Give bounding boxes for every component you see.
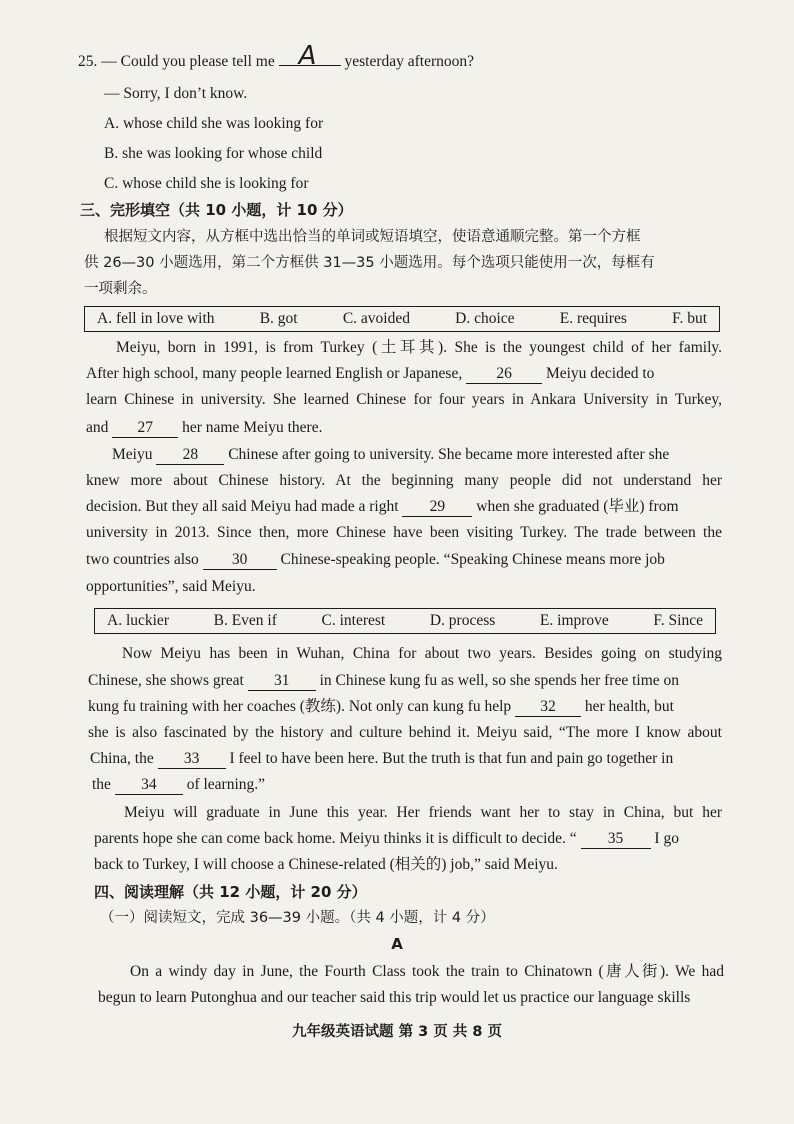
p1-line-4a: and	[86, 419, 109, 436]
p1-line-4	[86, 418, 322, 438]
passage-title: A	[391, 935, 403, 953]
blank-27: 27	[112, 419, 178, 438]
q25-reply: — Sorry, I don’t know.	[104, 85, 248, 102]
p2-line-1	[112, 445, 669, 465]
blank-33: 33	[158, 750, 226, 769]
p3-line-4: she is also fascinated by the history and culture behind it. Meiyu said, “The more I know about	[88, 724, 722, 741]
page-footer: 九年级英语试题 第 3 页 共 8 页	[292, 1024, 502, 1040]
p4-line-2b: I go	[654, 830, 679, 847]
p1-line-2a: After high school, many people learned English or Japanese,	[86, 365, 463, 382]
box2-option-a: A. luckier	[107, 612, 169, 629]
q25-answer-blank	[279, 41, 341, 71]
q25-stem	[78, 41, 475, 72]
p1-line-3: learn Chinese in university. She learned Chinese for four years in Ankara University in Turkey,	[86, 391, 722, 408]
blank-31: 31	[248, 672, 316, 691]
box2-option-d: D. process	[429, 612, 496, 629]
p3-line-1: Now Meiyu has been in Wuhan, China for about two years. Besides going on studying	[122, 645, 722, 662]
p1-line-2b: Meiyu decided to	[545, 365, 655, 382]
p3-line-5	[90, 749, 673, 769]
section3-heading: 三、完形填空（共 10 小题，计 10 分）	[80, 201, 353, 219]
q25-option-b: B. she was looking for whose child	[104, 145, 323, 162]
p3-line-6b: of learning.”	[186, 776, 266, 793]
blank-35: 35	[581, 830, 651, 849]
p4-line-3: back to Turkey, I will choose a Chinese-related (相关的) job,” said Meiyu.	[94, 856, 558, 873]
section3-instruction-3: 一项剩余。	[84, 281, 157, 297]
p3-line-3	[88, 697, 674, 717]
passage-line-2: begun to learn Putonghua and our teacher said this trip would let us practice our language skills	[98, 989, 691, 1006]
section3-instruction-2: 供 26—30 小题选用，第二个方框供 31—35 小题选用。每个选项只能使用一次，每框有	[84, 255, 655, 271]
box2-option-c: C. interest	[321, 612, 386, 629]
p2-line-5	[86, 550, 665, 570]
p3-line-3b: her health, but	[584, 698, 674, 715]
word-box-1	[84, 306, 720, 332]
p1-line-1: Meiyu, born in 1991, is from Turkey (土耳其). She is the youngest child of her family.	[116, 339, 722, 356]
blank-26: 26	[466, 365, 542, 384]
word-box-2	[94, 608, 716, 634]
p3-line-6	[92, 775, 265, 795]
p2-line-1a: Meiyu	[112, 446, 153, 463]
p4-line-2	[94, 829, 679, 849]
q25-option-a: A. whose child she was looking for	[104, 115, 324, 132]
p2-line-3a: decision. But they all said Meiyu had made a right	[86, 498, 399, 515]
p2-line-3	[86, 497, 679, 517]
p3-line-5b: I feel to have been here. But the truth is that fun and pain go together in	[229, 750, 674, 767]
p3-line-6a: the	[92, 776, 111, 793]
box1-option-c: C. avoided	[342, 310, 410, 327]
box2-option-b: B. Even if	[213, 612, 277, 629]
box1-option-a: A. fell in love with	[97, 310, 215, 327]
box1-option-b: B. got	[259, 310, 298, 327]
p3-line-2b: in Chinese kung fu as well, so she spends her free time on	[319, 672, 680, 689]
box1-option-e: E. requires	[559, 310, 627, 327]
q25-handwritten-answer: A	[298, 41, 317, 71]
q25-number: 25.	[78, 53, 98, 70]
p4-line-1: Meiyu will graduate in June this year. Her friends want her to stay in China, but her	[124, 804, 722, 821]
q25-stem-before: — Could you please tell me	[101, 53, 275, 70]
p2-line-2: knew more about Chinese history. At the beginning many people did not understand her	[86, 472, 722, 489]
box1-option-f: F. but	[672, 310, 707, 327]
section4-sub-heading: （一）阅读短文，完成 36—39 小题。（共 4 小题，计 4 分）	[100, 910, 495, 926]
blank-32: 32	[515, 698, 581, 717]
p2-line-4: university in 2013. Since then, more Chinese have been visiting Turkey. The trade between the	[86, 524, 722, 541]
p3-line-3a: kung fu training with her coaches (教练). Not only can kung fu help	[88, 698, 512, 715]
q25-option-c: C. whose child she is looking for	[104, 175, 309, 192]
p3-line-2	[88, 671, 679, 691]
p1-line-2	[86, 364, 654, 384]
box1-option-d: D. choice	[455, 310, 515, 327]
p3-line-2a: Chinese, she shows great	[88, 672, 244, 689]
section4-heading: 四、阅读理解（共 12 小题，计 20 分）	[94, 883, 367, 901]
blank-28: 28	[156, 446, 224, 465]
passage-line-1: On a windy day in June, the Fourth Class took the train to Chinatown (唐人街). We had	[130, 963, 724, 980]
p2-line-5a: two countries also	[86, 551, 199, 568]
p2-line-5b: Chinese-speaking people. “Speaking Chinese means more job	[280, 551, 665, 568]
box2-option-f: F. Since	[653, 612, 703, 629]
box2-option-e: E. improve	[539, 612, 609, 629]
p4-line-2a: parents hope she can come back home. Meiyu thinks it is difficult to decide. “	[94, 830, 577, 847]
blank-34: 34	[115, 776, 183, 795]
blank-29: 29	[402, 498, 472, 517]
blank-30: 30	[203, 551, 277, 570]
p3-line-5a: China, the	[90, 750, 154, 767]
p2-line-3b: when she graduated (毕业) from	[476, 498, 679, 515]
p2-line-6: opportunities”, said Meiyu.	[86, 578, 256, 595]
p1-line-4b: her name Meiyu there.	[182, 419, 323, 436]
q25-stem-after: yesterday afternoon?	[344, 53, 475, 70]
section3-instruction-1: 根据短文内容，从方框中选出恰当的单词或短语填空，使语意通顺完整。第一个方框	[104, 229, 641, 245]
p2-line-1b: Chinese after going to university. She became more interested after she	[228, 446, 670, 463]
